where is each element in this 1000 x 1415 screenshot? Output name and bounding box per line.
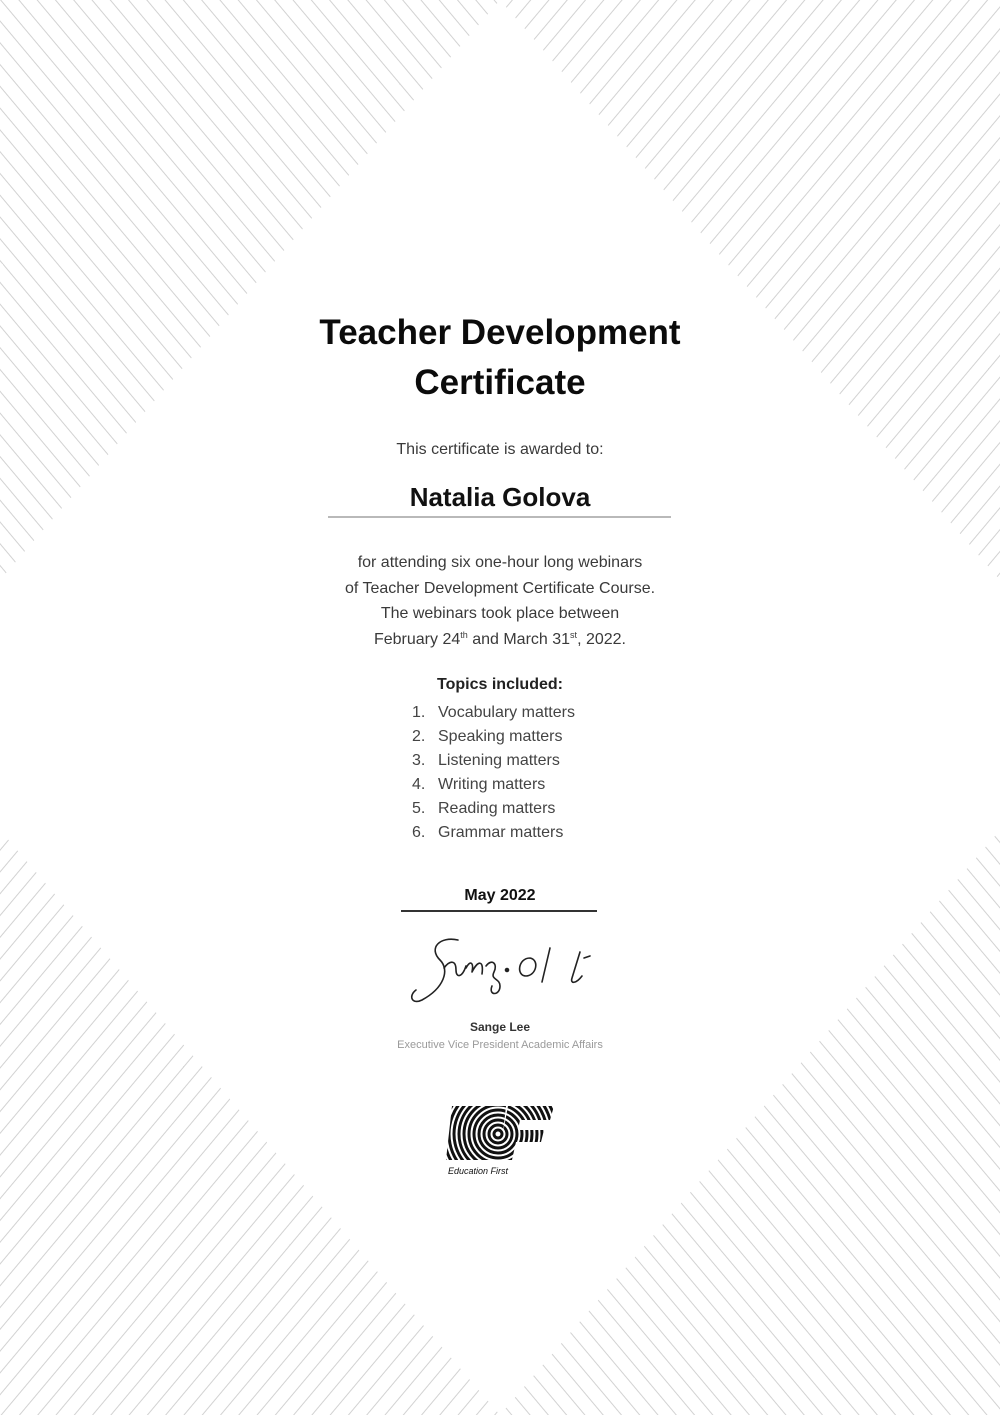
- topic-label: Listening matters: [438, 752, 560, 769]
- topic-number: 5.: [412, 800, 426, 817]
- list-item: [412, 749, 575, 773]
- body-line-4: [0, 627, 1000, 653]
- ordinal-suffix-2: st: [570, 629, 578, 640]
- topic-number: 3.: [412, 752, 426, 769]
- ef-logo-icon: [446, 1100, 556, 1180]
- body-line-2: of Teacher Development Certificate Course.: [344, 579, 656, 597]
- list-item: [412, 701, 575, 725]
- list-item: [412, 797, 575, 821]
- signer-name: Sange Lee: [469, 1020, 531, 1034]
- topic-number: 6.: [412, 824, 426, 841]
- signature-icon: [400, 930, 600, 1010]
- recipient-name: Natalia Golova: [409, 482, 591, 512]
- logo-tagline: Education First: [448, 1166, 509, 1176]
- topics-heading: Topics included:: [437, 676, 563, 693]
- topics-list: [412, 701, 575, 845]
- certificate-body: [0, 550, 1000, 652]
- topic-number: 2.: [412, 728, 426, 745]
- certificate-title: [0, 308, 1000, 408]
- list-item: [412, 821, 575, 845]
- body-line-1: for attending six one-hour long webinars: [357, 554, 643, 571]
- topic-number: 4.: [412, 776, 426, 793]
- awarded-text: This certificate is awarded to:: [396, 441, 604, 458]
- list-item: [412, 725, 575, 749]
- topic-label: Writing matters: [438, 776, 546, 793]
- topic-label: Reading matters: [438, 800, 556, 817]
- topic-label: Grammar matters: [438, 824, 564, 841]
- certificate-date: May 2022: [464, 887, 536, 904]
- body-line-4-part-2: and March 31: [467, 630, 571, 648]
- date-underline: [401, 910, 597, 912]
- body-line-4-part-1: February 24: [373, 630, 461, 648]
- signer-title: Executive Vice President Academic Affairs: [397, 1039, 603, 1051]
- title-line-2: Certificate: [414, 363, 586, 402]
- topic-label: Speaking matters: [438, 728, 563, 745]
- ordinal-suffix-1: th: [460, 629, 468, 640]
- body-line-3: The webinars took place between: [380, 605, 620, 622]
- body-line-4-part-3: , 2022.: [577, 630, 626, 648]
- list-item: [412, 773, 575, 797]
- topic-number: 1.: [412, 704, 426, 721]
- topic-label: Vocabulary matters: [438, 704, 575, 721]
- title-line-1: Teacher Development: [319, 313, 681, 352]
- recipient-underline: [328, 516, 671, 518]
